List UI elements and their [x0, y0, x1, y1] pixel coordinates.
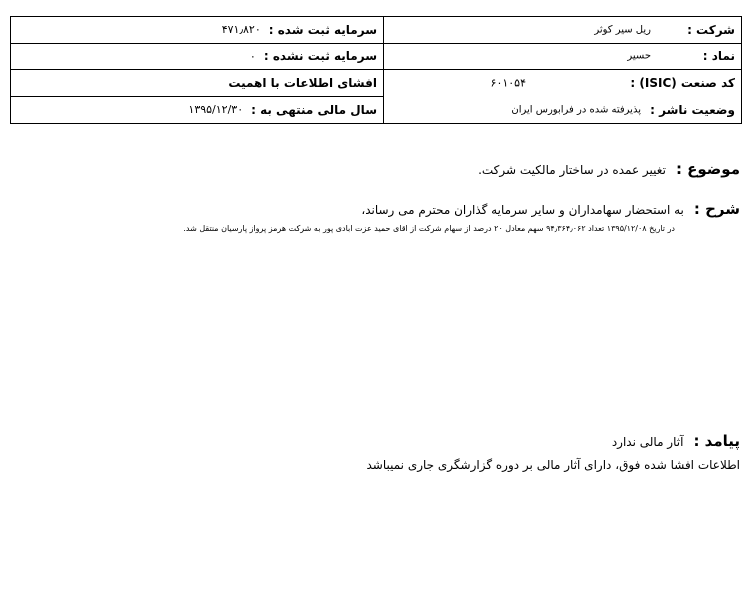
symbol-row: [384, 44, 741, 71]
symbol-value: حسیر: [627, 50, 651, 62]
company-label: شرکت :: [687, 22, 735, 37]
symbol-label: نماد :: [702, 49, 735, 64]
company-value: ریل سیر کوثر: [594, 24, 651, 36]
unregistered-capital-row: [11, 44, 383, 71]
registered-capital-row: [11, 17, 383, 44]
subject-section: [478, 160, 740, 178]
description-detail: در تاریخ ۱۳۹۵/۱۲/۰۸ تعداد ۹۴٫۳۶۴٫۰۶۲ سهم معادل ۲۰ درصد از سهام شرکت از اقای حمید عزت ابادی پور به شرکت هرمز پرواز پارسیان منتقل شد.: [183, 224, 675, 233]
subject-title: موضوع :: [675, 160, 740, 178]
description-title: شرح :: [693, 200, 740, 218]
fiscal-year-row: [11, 97, 383, 124]
fiscal-year-value: ۱۳۹۵/۱۲/۳۰: [188, 103, 244, 117]
isic-label: کد صنعت (ISIC) :: [630, 76, 735, 91]
publisher-status-label: وضعیت ناشر :: [650, 102, 735, 117]
disclosure-title: افشای اطلاعات با اهمیت: [228, 75, 377, 90]
consequence-detail: اطلاعات افشا شده فوق، دارای آثار مالی بر دوره گزارشگری جاری نمیباشد: [366, 458, 740, 472]
description-text: به استحضار سهامداران و سایر سرمایه گذاران محترم می رساند،: [361, 203, 684, 217]
fiscal-year-label: سال مالی منتهی به :: [251, 102, 377, 117]
isic-value: ۶۰۱۰۵۴: [490, 76, 526, 90]
consequence-text: آثار مالی ندارد: [611, 435, 684, 449]
subject-text: تغییر عمده در ساختار مالکیت شرکت.: [478, 163, 666, 177]
publisher-status-value: پذیرفته شده در فرابورس ایران: [511, 104, 641, 116]
company-info-right-column: [383, 17, 741, 123]
unregistered-capital-label: سرمایه ثبت نشده :: [263, 49, 377, 64]
consequence-section: [612, 432, 740, 450]
publisher-status-row: [384, 97, 741, 124]
disclosure-title-row: [11, 70, 383, 97]
isic-row: [384, 70, 741, 97]
consequence-title: پیامد :: [693, 432, 740, 450]
registered-capital-label: سرمایه ثبت شده :: [268, 22, 377, 37]
unregistered-capital-value: ۰: [249, 49, 256, 63]
registered-capital-value: ۴۷۱٫۸۲۰: [221, 23, 261, 37]
company-info-left-column: [11, 17, 383, 123]
company-info-table: [10, 16, 742, 124]
company-row: [384, 17, 741, 44]
description-section: [361, 200, 740, 218]
